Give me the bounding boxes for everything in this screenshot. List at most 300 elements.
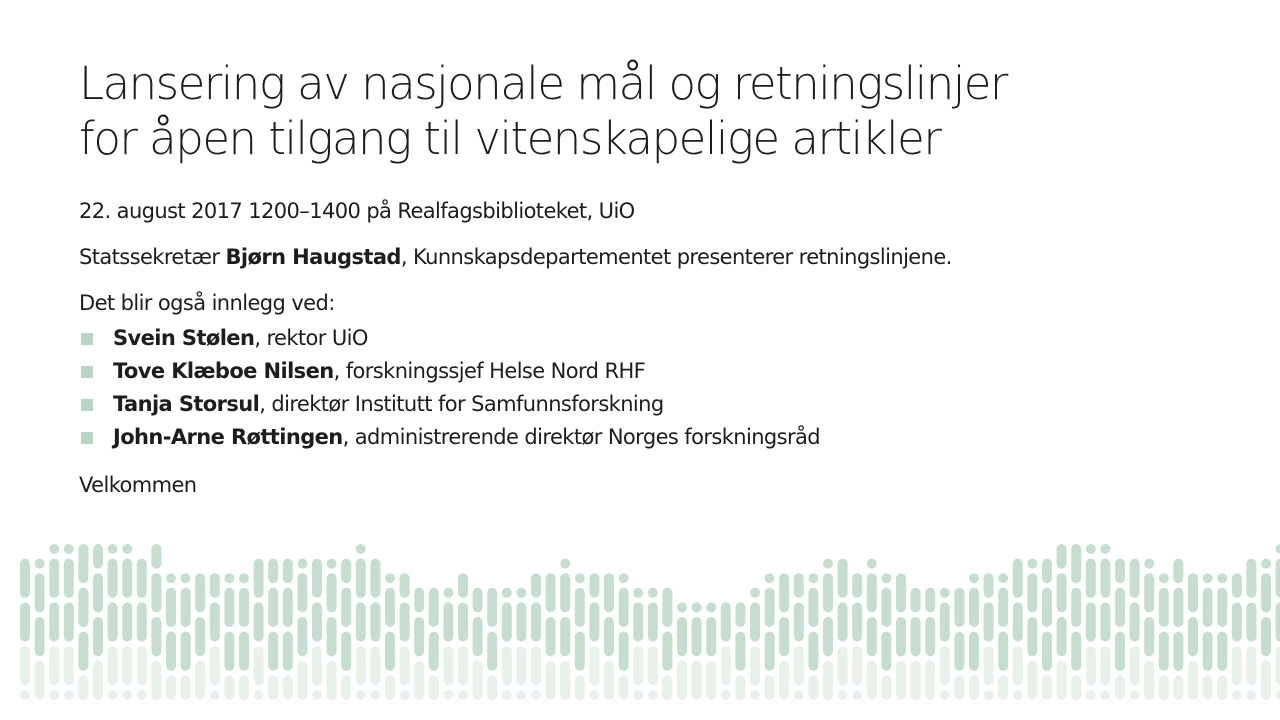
pattern-dot: [370, 690, 380, 700]
pattern-dot: [20, 690, 30, 700]
pattern-dot: [297, 661, 307, 700]
pattern-dot: [677, 602, 687, 612]
pattern-dot: [254, 559, 264, 598]
pattern-dot: [1276, 646, 1280, 685]
pattern-dot: [984, 602, 994, 641]
speaker-name: Tanja Storsul: [113, 392, 260, 416]
intro-name: Bjørn Haugstad: [225, 245, 401, 269]
pattern-dot: [210, 602, 220, 641]
pattern-dot: [1100, 544, 1110, 554]
pattern-dot: [166, 573, 176, 583]
pattern-dot: [254, 646, 264, 685]
pattern-dot: [1246, 602, 1256, 641]
pattern-dot: [1086, 646, 1096, 685]
pattern-dot: [1276, 559, 1280, 598]
pattern-dot: [1261, 661, 1271, 700]
pattern-dot: [400, 646, 410, 685]
square-bullet-icon: [81, 399, 93, 411]
pattern-dot: [531, 573, 541, 598]
pattern-dot: [838, 646, 848, 685]
pattern-dot: [1115, 588, 1125, 627]
pattern-dot: [589, 573, 599, 598]
pattern-dot: [78, 675, 88, 700]
pattern-dot: [531, 690, 541, 700]
pattern-dot: [122, 602, 132, 641]
pattern-dot: [808, 632, 818, 671]
pattern-dot: [64, 602, 74, 641]
pattern-dot: [239, 632, 249, 671]
pattern-dot: [443, 602, 453, 641]
pattern-dot: [239, 588, 249, 627]
pattern-dot: [1057, 617, 1067, 656]
pattern-dot: [852, 573, 862, 598]
pattern-dot: [458, 602, 468, 641]
pattern-dot: [443, 588, 453, 598]
pattern-dot: [108, 602, 118, 641]
pattern-dot: [181, 632, 191, 671]
also-line: Det blir også innlegg ved:: [79, 291, 335, 315]
pattern-dot: [998, 632, 1008, 671]
pattern-dot: [984, 646, 994, 685]
pattern-dot: [502, 690, 512, 700]
pattern-dot: [969, 588, 979, 627]
pattern-dot: [283, 632, 293, 671]
pattern-dot: [166, 588, 176, 627]
pattern-dot: [750, 602, 760, 641]
pattern-dot: [297, 559, 307, 569]
pattern-dot: [1203, 588, 1213, 627]
pattern-dot: [283, 675, 293, 700]
pattern-dot: [210, 646, 220, 685]
pattern-dot: [327, 617, 337, 656]
pattern-dot: [1130, 690, 1140, 700]
pattern-dot: [692, 602, 702, 612]
pattern-dot: [1100, 559, 1110, 598]
pattern-dot: [677, 661, 687, 700]
pattern-dot: [400, 690, 410, 700]
pattern-dot: [341, 675, 351, 700]
pattern-dot: [487, 588, 497, 627]
pattern-dot: [604, 617, 614, 656]
pattern-dot: [429, 588, 439, 627]
pattern-dot: [137, 690, 147, 700]
pattern-dot: [1159, 588, 1169, 627]
pattern-dot: [867, 559, 877, 569]
welcome-line: Velkommen: [79, 473, 197, 497]
pattern-dot: [20, 559, 30, 598]
speaker-role: , forskningssjef Helse Nord RHF: [333, 359, 646, 383]
pattern-dot: [1071, 632, 1081, 671]
pattern-dot: [1232, 690, 1242, 700]
pattern-dot: [750, 588, 760, 598]
pattern-dot: [1203, 675, 1213, 700]
pattern-dot: [487, 675, 497, 700]
pattern-dot: [998, 573, 1008, 583]
pattern-dot: [808, 573, 818, 583]
square-bullet-icon: [81, 333, 93, 345]
pattern-dot: [546, 573, 556, 612]
pattern-dot: [560, 573, 570, 612]
pattern-dot: [327, 573, 337, 612]
pattern-dot: [1100, 690, 1110, 700]
pattern-dot: [166, 675, 176, 700]
pattern-dot: [1276, 690, 1280, 700]
pattern-dot: [677, 617, 687, 656]
pattern-dot: [122, 646, 132, 685]
pattern-dot: [604, 573, 614, 612]
pattern-dot: [998, 675, 1008, 700]
pattern-dot: [925, 588, 935, 613]
pattern-dot: [1027, 573, 1037, 612]
pattern-dot: [122, 559, 132, 598]
intro-line: [79, 242, 1179, 272]
speaker-list: [79, 322, 1179, 454]
pattern-dot: [1159, 573, 1169, 583]
pattern-dot: [93, 544, 103, 569]
pattern-dot: [896, 661, 906, 700]
pattern-dot: [765, 573, 775, 583]
pattern-dot: [1203, 573, 1213, 583]
pattern-dot: [35, 573, 45, 612]
pattern-dot: [1130, 559, 1140, 598]
pattern-dot: [297, 573, 307, 612]
pattern-dot: [49, 602, 59, 641]
pattern-dot: [224, 675, 234, 700]
pattern-dot: [49, 544, 59, 554]
pattern-dot: [385, 632, 395, 671]
pattern-dot: [706, 602, 716, 612]
pattern-dot: [1217, 675, 1227, 700]
pattern-dot: [896, 617, 906, 656]
pattern-dot: [224, 632, 234, 671]
speaker-name: John-Arne Røttingen: [113, 425, 343, 449]
pattern-dot: [1100, 646, 1110, 685]
pattern-dot: [1013, 646, 1023, 685]
pattern-dot: [64, 646, 74, 685]
pattern-dot: [1173, 632, 1183, 671]
pattern-dot: [750, 690, 760, 700]
pattern-dot: [575, 675, 585, 700]
pattern-dot: [312, 602, 322, 641]
pattern-dot: [516, 588, 526, 598]
pattern-dot: [93, 617, 103, 656]
pattern-dot: [341, 632, 351, 671]
pattern-dot: [341, 588, 351, 627]
pattern-dot: [589, 602, 599, 641]
pattern-dot: [1217, 573, 1227, 583]
pattern-dot: [151, 617, 161, 656]
pattern-dot: [341, 559, 351, 584]
pattern-dot: [984, 573, 994, 598]
pattern-dot: [808, 675, 818, 700]
pattern-dot: [1188, 661, 1198, 700]
square-bullet-icon: [81, 366, 93, 378]
pattern-dot: [78, 544, 88, 583]
pattern-dot: [1086, 602, 1096, 641]
pattern-dot: [400, 602, 410, 641]
pattern-dot: [867, 617, 877, 656]
pattern-dot: [984, 690, 994, 700]
pattern-dot: [1173, 559, 1183, 584]
pattern-dot: [1100, 602, 1110, 641]
pattern-dot: [1130, 646, 1140, 685]
pattern-dot: [881, 675, 891, 700]
pattern-dot: [108, 646, 118, 685]
pattern-dot: [1144, 617, 1154, 656]
pattern-dot: [662, 632, 672, 671]
pattern-dot: [721, 690, 731, 700]
pattern-dot: [20, 646, 30, 685]
pattern-dot: [78, 588, 88, 627]
pattern-dot: [78, 632, 88, 671]
pattern-dot: [1173, 675, 1183, 700]
pattern-dot: [385, 675, 395, 700]
pattern-dot: [49, 646, 59, 685]
pattern-dot: [370, 646, 380, 685]
pattern-dot: [1276, 544, 1280, 554]
pattern-dot: [224, 588, 234, 627]
pattern-dot: [662, 588, 672, 627]
pattern-dot: [575, 588, 585, 627]
pattern-dot: [108, 544, 118, 554]
pattern-dot: [1057, 661, 1067, 700]
pattern-dot: [531, 646, 541, 685]
pattern-dot: [181, 588, 191, 627]
pattern-dot: [575, 632, 585, 671]
pattern-dot: [370, 559, 380, 598]
pattern-dot: [327, 661, 337, 700]
speaker-role: , administrerende direktør Norges forskningsråd: [342, 425, 821, 449]
square-bullet-icon: [81, 432, 93, 444]
pattern-dot: [64, 559, 74, 598]
pattern-dot: [93, 573, 103, 612]
pattern-dot: [268, 559, 278, 584]
pattern-dot: [1173, 588, 1183, 627]
pattern-dot: [575, 573, 585, 583]
pattern-dot: [867, 573, 877, 612]
pattern-dot: [516, 646, 526, 685]
pattern-dot: [735, 602, 745, 627]
pattern-dot: [1232, 573, 1242, 598]
pattern-dot: [1115, 675, 1125, 700]
pattern-dot: [648, 588, 658, 598]
pattern-dot: [1144, 573, 1154, 612]
pattern-dot: [633, 588, 643, 598]
pattern-dot: [852, 646, 862, 685]
title-line-2: for åpen tilgang til vitenskapelige artikler: [79, 112, 941, 165]
speaker-item: [79, 322, 1179, 355]
pattern-dot: [312, 690, 322, 700]
pattern-dot: [1042, 675, 1052, 700]
pattern-dot: [721, 602, 731, 641]
pattern-dot: [35, 559, 45, 569]
pattern-dot: [137, 646, 147, 685]
pattern-dot: [546, 661, 556, 700]
pattern-dot: [881, 632, 891, 671]
pattern-dot: [400, 573, 410, 598]
pattern-dot: [210, 690, 220, 700]
pattern-dot: [370, 602, 380, 641]
pattern-dot: [1246, 690, 1256, 700]
pattern-dot: [998, 588, 1008, 627]
pattern-dot: [1144, 661, 1154, 700]
pattern-dot: [940, 690, 950, 700]
pattern-dot: [633, 646, 643, 685]
pattern-dot: [940, 646, 950, 685]
pattern-dot: [502, 588, 512, 598]
pattern-dot: [969, 632, 979, 671]
pattern-dot: [619, 588, 629, 627]
pattern-dot: [838, 559, 848, 598]
pattern-dot: [794, 646, 804, 685]
pattern-dot: [356, 602, 366, 641]
pattern-dot: [794, 690, 804, 700]
pattern-dot: [1203, 632, 1213, 671]
slide-body: [79, 196, 1179, 500]
pattern-dot: [954, 675, 964, 700]
pattern-dot: [1276, 602, 1280, 641]
pattern-dot: [429, 632, 439, 671]
pattern-dot: [1027, 661, 1037, 700]
speaker-item: [79, 388, 1179, 421]
pattern-dot: [108, 690, 118, 700]
pattern-dot: [648, 646, 658, 685]
pattern-dot: [443, 646, 453, 685]
pattern-dot: [735, 675, 745, 700]
pattern-dot: [735, 632, 745, 671]
pattern-dot: [443, 690, 453, 700]
pattern-dot: [1071, 675, 1081, 700]
pattern-dot: [881, 588, 891, 627]
pattern-dot: [181, 675, 191, 700]
pattern-dot: [560, 559, 570, 569]
pattern-dot: [867, 661, 877, 700]
pattern-dot: [327, 559, 337, 569]
speaker-name: Svein Stølen: [113, 326, 255, 350]
pattern-dot: [502, 646, 512, 685]
pattern-dot: [1159, 675, 1169, 700]
pattern-dot: [692, 617, 702, 656]
pattern-dot: [356, 544, 366, 554]
pattern-dot: [619, 632, 629, 671]
pattern-dot: [356, 690, 366, 700]
pattern-dot: [516, 602, 526, 641]
pattern-dot: [49, 559, 59, 598]
pattern-dot: [823, 661, 833, 700]
pattern-dot: [108, 559, 118, 598]
pattern-dot: [473, 588, 483, 613]
speaker-item: [79, 421, 1179, 454]
pattern-dot: [268, 632, 278, 671]
pattern-dot: [1144, 559, 1154, 569]
pattern-dot: [925, 661, 935, 700]
pattern-dot: [940, 588, 950, 598]
pattern-dot: [881, 573, 891, 583]
pattern-dot: [1261, 617, 1271, 656]
title-line-1: Lansering av nasjonale mål og retningslinjer: [79, 57, 1007, 110]
pattern-dot: [1159, 632, 1169, 671]
date-line: 22. august 2017 1200–1400 på Realfagsbiblioteket, UiO: [79, 199, 635, 223]
pattern-dot: [181, 573, 191, 583]
speaker-role: , direktør Institutt for Samfunnsforskning: [259, 392, 664, 416]
pattern-dot: [1042, 588, 1052, 627]
pattern-dot: [794, 602, 804, 641]
pattern-dot: [911, 661, 921, 700]
pattern-dot: [1086, 544, 1096, 554]
pattern-dot: [297, 617, 307, 656]
pattern-dot: [940, 602, 950, 641]
pattern-dot: [911, 588, 921, 613]
pattern-dot: [195, 617, 205, 656]
pattern-dot: [1042, 559, 1052, 584]
pattern-dot: [911, 617, 921, 656]
pattern-dot: [254, 602, 264, 641]
pattern-dot: [1261, 573, 1271, 612]
pattern-dot: [1042, 632, 1052, 671]
pattern-dot: [633, 602, 643, 641]
pattern-dot: [619, 573, 629, 583]
pattern-dot: [1130, 602, 1140, 641]
pattern-dot: [1232, 602, 1242, 641]
pattern-dot: [633, 690, 643, 700]
dot-pattern-decoration: [0, 520, 1280, 720]
pattern-dot: [166, 632, 176, 671]
pattern-dot: [662, 675, 672, 700]
pattern-dot: [706, 617, 716, 656]
pattern-dot: [648, 690, 658, 700]
pattern-dot: [1217, 632, 1227, 671]
pattern-dot: [750, 646, 760, 685]
pattern-dot: [1261, 559, 1271, 569]
pattern-dot: [195, 661, 205, 700]
pattern-dot: [1115, 559, 1125, 584]
pattern-dot: [808, 588, 818, 627]
slide-title: [79, 56, 1007, 166]
pattern-dot: [1057, 544, 1067, 569]
pattern-dot: [1188, 573, 1198, 612]
pattern-dot: [502, 602, 512, 641]
pattern-dot: [1086, 559, 1096, 598]
pattern-dot: [93, 661, 103, 700]
pattern-dot: [823, 573, 833, 612]
pattern-dot: [1013, 602, 1023, 641]
pattern-dot: [414, 588, 424, 613]
intro-prefix: Statssekretær: [79, 245, 226, 269]
pattern-dot: [954, 632, 964, 671]
pattern-dot: [239, 675, 249, 700]
pattern-dot: [487, 632, 497, 671]
pattern-dot: [619, 675, 629, 700]
pattern-dot: [268, 588, 278, 627]
pattern-dot: [414, 661, 424, 700]
pattern-dot: [283, 559, 293, 584]
pattern-dot: [589, 646, 599, 685]
pattern-dot: [560, 661, 570, 700]
pattern-dot: [1027, 617, 1037, 656]
pattern-dot: [1013, 690, 1023, 700]
pattern-dot: [560, 617, 570, 656]
speaker-item: [79, 355, 1179, 388]
pattern-dot: [473, 661, 483, 700]
pattern-dot: [137, 602, 147, 641]
pattern-dot: [765, 588, 775, 627]
pattern-dot: [195, 573, 205, 612]
pattern-dot: [648, 602, 658, 641]
pattern-dot: [268, 675, 278, 700]
pattern-dot: [151, 544, 161, 569]
pattern-dot: [64, 690, 74, 700]
pattern-dot: [852, 690, 862, 700]
